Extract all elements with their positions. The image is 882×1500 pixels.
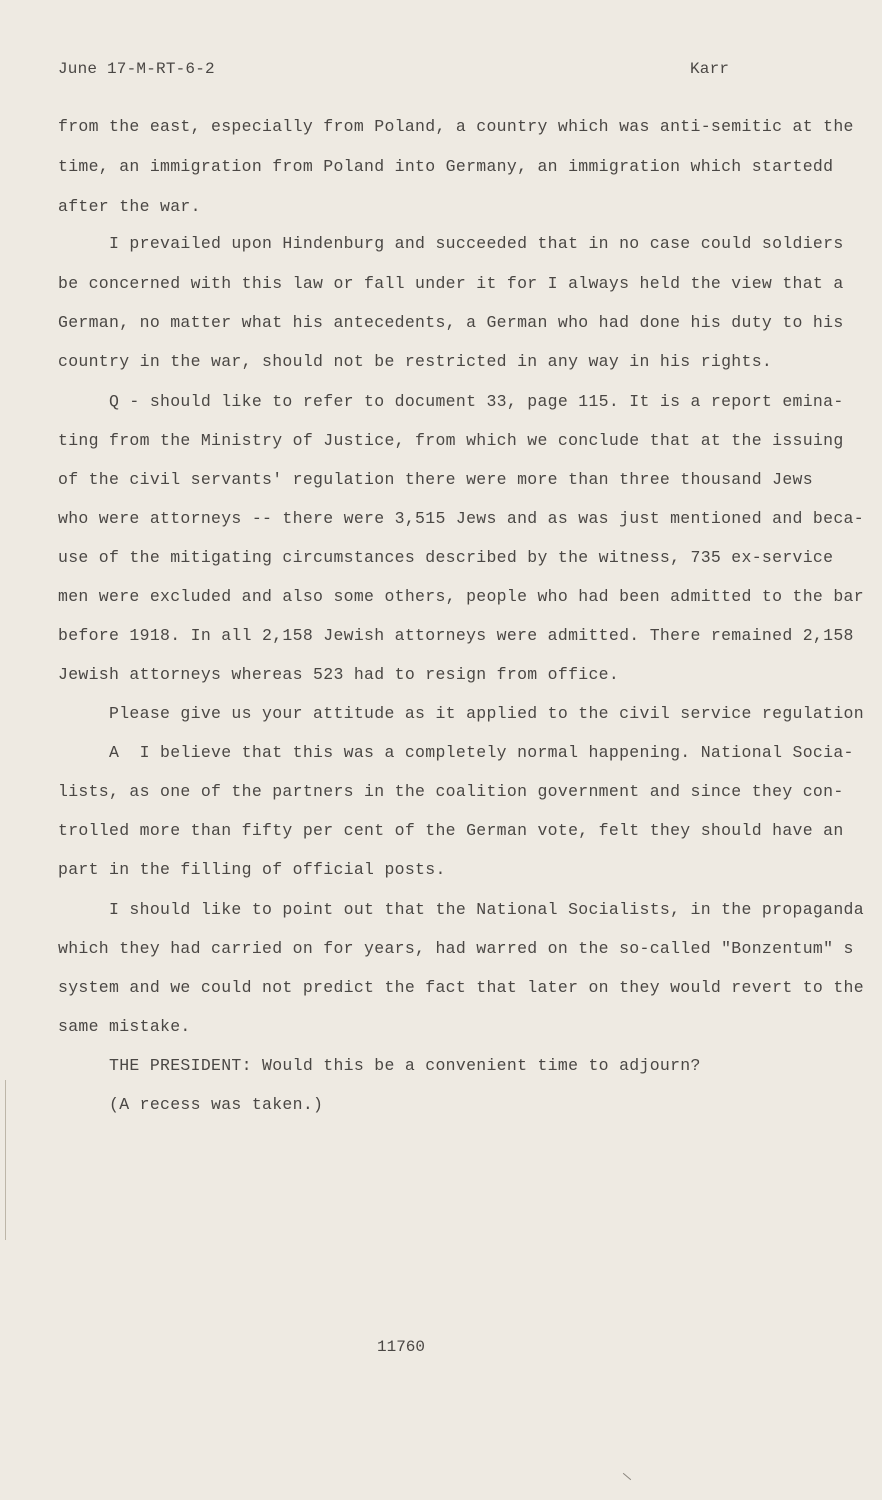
header-reference: June 17-M-RT-6-2 — [58, 60, 215, 78]
text-line: before 1918. In all 2,158 Jewish attorneys were admitted. There remained 2,158 — [58, 626, 854, 645]
text-line: time, an immigration from Poland into Germany, an immigration which startedd — [58, 157, 834, 176]
text-line: (A recess was taken.) — [58, 1095, 324, 1114]
text-line: German, no matter what his antecedents, a German who had done his duty to his — [58, 313, 844, 332]
margin-mark — [5, 1080, 6, 1240]
text-line: part in the filling of official posts. — [58, 860, 446, 879]
text-line: I prevailed upon Hindenburg and succeeded that in no case could soldiers — [58, 234, 844, 253]
text-line: ting from the Ministry of Justice, from which we conclude that at the issuing — [58, 431, 844, 450]
text-line: men were excluded and also some others, people who had been admitted to the bar — [58, 587, 864, 606]
text-line: trolled more than fifty per cent of the German vote, felt they should have an — [58, 821, 844, 840]
text-line: Jewish attorneys whereas 523 had to resign from office. — [58, 665, 620, 684]
text-line: I should like to point out that the National Socialists, in the propaganda — [58, 900, 864, 919]
page-number: 11760 — [377, 1338, 426, 1356]
text-line: be concerned with this law or fall under it for I always held the view that a — [58, 274, 844, 293]
text-line: which they had carried on for years, had warred on the so-called "Bonzentum" s — [58, 939, 854, 958]
text-line: from the east, especially from Poland, a country which was anti-semitic at the — [58, 117, 854, 136]
header-name: Karr — [690, 60, 730, 78]
text-line: use of the mitigating circumstances described by the witness, 735 ex-service — [58, 548, 834, 567]
text-line: Please give us your attitude as it applied to the civil service regulation — [58, 704, 864, 723]
text-line: lists, as one of the partners in the coalition government and since they con- — [58, 782, 844, 801]
text-line: after the war. — [58, 197, 201, 216]
text-line: A I believe that this was a completely normal happening. National Socia- — [58, 743, 854, 762]
text-line: of the civil servants' regulation there were more than three thousand Jews — [58, 470, 813, 489]
text-line: system and we could not predict the fact that later on they would revert to the — [58, 978, 864, 997]
text-line: THE PRESIDENT: Would this be a convenient time to adjourn? — [58, 1056, 701, 1075]
text-line: country in the war, should not be restricted in any way in his rights. — [58, 352, 773, 371]
text-line: Q - should like to refer to document 33, page 115. It is a report emina- — [58, 392, 844, 411]
text-line: same mistake. — [58, 1017, 191, 1036]
text-line: who were attorneys -- there were 3,515 Jews and as was just mentioned and beca- — [58, 509, 864, 528]
pencil-mark — [623, 1473, 631, 1480]
